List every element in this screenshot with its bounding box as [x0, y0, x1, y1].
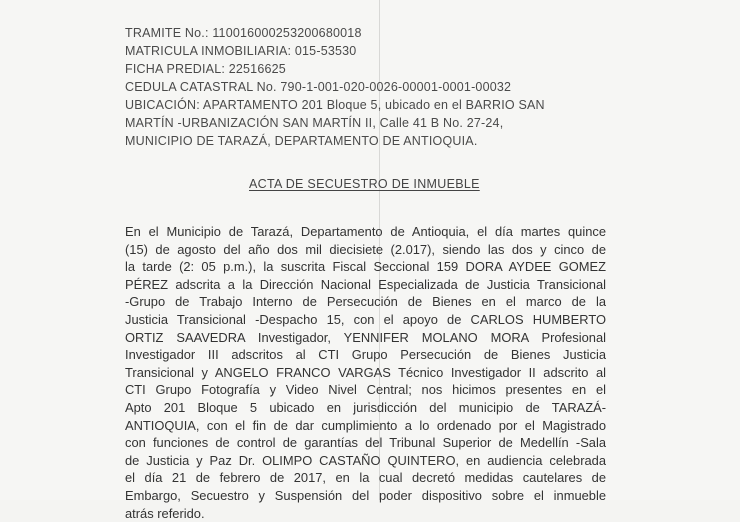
- ubicacion-line-3: MUNICIPIO DE TARAZÁ, DEPARTAMENTO DE ANTIOQUIA.: [125, 132, 725, 150]
- body-line: (15) de agosto del año dos mil diecisiete (2.017), siendo las dos y cinco de: [125, 241, 606, 259]
- body-line: PÉREZ adscrita a la Dirección Nacional Especializada de Justicia Transicional: [125, 276, 606, 294]
- cedula-line: CEDULA CATASTRAL No. 790-1-001-020-0026-00001-0001-00032: [125, 78, 725, 96]
- body-line: atrás referido.: [125, 505, 606, 522]
- body-line: -Grupo de Trabajo Interno de Persecución de Bienes en el marco de la: [125, 293, 606, 311]
- body-paragraph: [125, 223, 606, 522]
- body-line: ANTIOQUIA, con el fin de dar cumplimiento a lo ordenado por el Magistrado: [125, 417, 606, 435]
- body-line: de Justicia y Paz Dr. OLIMPO CASTAÑO QUINTERO, en audiencia celebrada: [125, 452, 606, 470]
- body-line: Apto 201 Bloque 5 ubicado en jurisdicción del municipio de TARAZÁ-: [125, 399, 606, 417]
- body-line: con funciones de control de garantías del Tribunal Superior de Medellín -Sala: [125, 434, 606, 452]
- header-block: [125, 24, 725, 150]
- ubicacion-line-2: MARTÍN -URBANIZACIÓN SAN MARTÍN II, Calle 41 B No. 27-24,: [125, 114, 725, 132]
- body-line: el día 21 de febrero de 2017, en la cual decretó medidas cautelares de: [125, 469, 606, 487]
- body-line: CTI Grupo Fotografía y Video Nivel Central; nos hicimos presentes en el: [125, 381, 606, 399]
- body-line: ORTIZ SAAVEDRA Investigador, YENNIFER MOLANO MORA Profesional: [125, 329, 606, 347]
- body-line: Transicional y ANGELO FRANCO VARGAS Técnico Investigador II adscrito al: [125, 364, 606, 382]
- ficha-line: FICHA PREDIAL: 22516625: [125, 60, 725, 78]
- body-line: Investigador III adscritos al CTI Grupo Persecución de Bienes Justicia: [125, 346, 606, 364]
- body-line: En el Municipio de Tarazá, Departamento de Antioquia, el día martes quince: [125, 223, 606, 241]
- tramite-line: TRAMITE No.: 110016000253200680018: [125, 24, 725, 42]
- matricula-line: MATRICULA INMOBILIARIA: 015-53530: [125, 42, 725, 60]
- body-line: la tarde (2: 05 p.m.), la suscrita Fiscal Seccional 159 DORA AYDEE GOMEZ: [125, 258, 606, 276]
- document-title: ACTA DE SECUESTRO DE INMUEBLE: [249, 177, 480, 191]
- body-line: Justicia Transicional -Despacho 15, con el apoyo de CARLOS HUMBERTO: [125, 311, 606, 329]
- ubicacion-line-1: UBICACIÓN: APARTAMENTO 201 Bloque 5, ubicado en el BARRIO SAN: [125, 96, 725, 114]
- body-line: Embargo, Secuestro y Suspensión del poder dispositivo sobre el inmueble: [125, 487, 606, 505]
